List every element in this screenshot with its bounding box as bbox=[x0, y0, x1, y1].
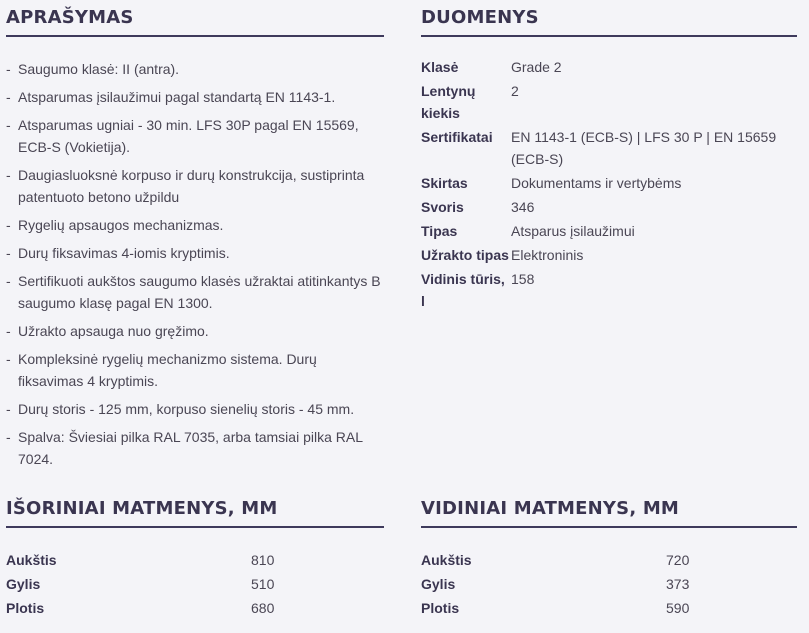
list-item-text: Atsparumas įsilaužimui pagal standartą EN 1143-1. bbox=[18, 89, 336, 105]
dim-key: Aukštis bbox=[6, 552, 57, 568]
list-item: - Spalva: Šviesiai pilka RAL 7035, arba tamsiai pilka RAL 7024. bbox=[6, 429, 363, 467]
list-item: - Rygelių apsaugos mechanizmas. bbox=[6, 217, 224, 233]
list-item: - Kompleksinė rygelių mechanizmo sistema. Durų fiksavimas 4 kryptimis. bbox=[6, 351, 317, 389]
dim-key: Gylis bbox=[421, 576, 456, 592]
spec-key: Lentynų kiekis bbox=[421, 83, 476, 121]
spec-key: Svoris bbox=[421, 199, 464, 215]
spec-value: 2 bbox=[511, 83, 519, 99]
description-title: APRAŠYMAS bbox=[6, 7, 134, 28]
dim-value: 720 bbox=[666, 552, 690, 568]
list-item: - Sertifikuoti aukštos saugumo klasės užraktai atitinkantys B saugumo klasę pagal EN 1300. bbox=[6, 273, 381, 311]
list-item: - Atsparumas įsilaužimui pagal standartą EN 1143-1. bbox=[6, 89, 336, 105]
outer-dimensions-divider bbox=[6, 526, 384, 528]
inner-dimensions-section bbox=[421, 497, 797, 620]
dim-value: 510 bbox=[251, 576, 275, 592]
table-row bbox=[6, 596, 384, 620]
list-item: - Atsparumas ugniai - 30 min. LFS 30P pagal EN 15569, ECB-S (Vokietija). bbox=[6, 117, 359, 155]
dim-key: Plotis bbox=[6, 600, 45, 616]
table-row bbox=[6, 548, 384, 572]
dim-value: 680 bbox=[251, 600, 275, 616]
dim-key: Plotis bbox=[421, 600, 460, 616]
table-row bbox=[421, 572, 797, 596]
table-row bbox=[421, 80, 797, 124]
spec-key: Tipas bbox=[421, 223, 458, 239]
spec-key: Skirtas bbox=[421, 175, 468, 191]
dim-value: 373 bbox=[666, 576, 690, 592]
specs-title: DUOMENYS bbox=[421, 7, 539, 28]
spec-value: 346 bbox=[511, 199, 535, 215]
list-item-text: Užrakto apsauga nuo gręžimo. bbox=[18, 323, 209, 339]
table-row bbox=[421, 172, 797, 194]
description-list bbox=[6, 58, 384, 470]
list-item: - Durų storis - 125 mm, korpuso sienelių storis - 45 mm. bbox=[6, 401, 355, 417]
dim-value: 810 bbox=[251, 552, 275, 568]
dim-value: 590 bbox=[666, 600, 690, 616]
list-item-text: Daugiasluoksnė korpuso ir durų konstrukcija, sustiprinta patentuoto betono užpildu bbox=[18, 167, 365, 205]
outer-dimensions-table bbox=[6, 548, 384, 620]
list-item: - Užrakto apsauga nuo gręžimo. bbox=[6, 323, 209, 339]
table-row bbox=[6, 572, 384, 596]
table-row bbox=[421, 56, 797, 78]
inner-dimensions-table bbox=[421, 548, 797, 620]
table-row bbox=[421, 126, 797, 170]
table-row bbox=[421, 548, 797, 572]
table-row bbox=[421, 596, 797, 620]
outer-dimensions-section bbox=[6, 497, 384, 620]
spec-value: Elektroninis bbox=[511, 247, 584, 263]
spec-value: EN 1143-1 (ECB-S) | LFS 30 P | EN 15659 (ECB-S) bbox=[511, 129, 777, 167]
spec-value: Grade 2 bbox=[511, 59, 562, 75]
list-item-text: Kompleksinė rygelių mechanizmo sistema. Durų fiksavimas 4 kryptimis. bbox=[18, 351, 317, 389]
list-item-text: Sertifikuoti aukštos saugumo klasės užraktai atitinkantys B saugumo klasę pagal EN 1300. bbox=[18, 273, 381, 311]
outer-dimensions-title: IŠORINIAI MATMENYS, MM bbox=[6, 498, 278, 519]
inner-dimensions-divider bbox=[421, 526, 797, 528]
list-item-text: Durų fiksavimas 4-iomis kryptimis. bbox=[18, 245, 230, 261]
list-item: - Durų fiksavimas 4-iomis kryptimis. bbox=[6, 245, 230, 261]
list-item-text: Saugumo klasė: II (antra). bbox=[18, 61, 180, 77]
list-item-text: Rygelių apsaugos mechanizmas. bbox=[18, 217, 224, 233]
table-row bbox=[421, 268, 797, 312]
spec-key: Užrakto tipas bbox=[421, 247, 509, 263]
specs-section bbox=[421, 6, 797, 314]
list-item-text: Atsparumas ugniai - 30 min. LFS 30P pagal EN 15569, ECB-S (Vokietija). bbox=[18, 117, 359, 155]
table-row bbox=[421, 244, 797, 266]
description-section bbox=[6, 6, 384, 476]
spec-key: Klasė bbox=[421, 59, 459, 75]
list-item: - Saugumo klasė: II (antra). bbox=[6, 61, 180, 77]
spec-key: Sertifikatai bbox=[421, 129, 493, 145]
spec-value: 158 bbox=[511, 271, 535, 287]
dim-key: Aukštis bbox=[421, 552, 472, 568]
table-row bbox=[421, 196, 797, 218]
spec-value: Atsparus įsilaužimui bbox=[511, 223, 635, 239]
spec-value: Dokumentams ir vertybėms bbox=[511, 175, 682, 191]
list-item-text: Durų storis - 125 mm, korpuso sienelių storis - 45 mm. bbox=[18, 401, 355, 417]
dim-key: Gylis bbox=[6, 576, 41, 592]
list-item-text: Spalva: Šviesiai pilka RAL 7035, arba tamsiai pilka RAL 7024. bbox=[18, 429, 363, 467]
list-item: - Daugiasluoksnė korpuso ir durų konstrukcija, sustiprinta patentuoto betono užpildu bbox=[6, 167, 365, 205]
spec-key: Vidinis tūris, l bbox=[421, 271, 505, 309]
table-row bbox=[421, 220, 797, 242]
specs-table bbox=[421, 56, 797, 312]
inner-dimensions-title: VIDINIAI MATMENYS, MM bbox=[421, 498, 680, 519]
description-divider bbox=[6, 35, 384, 37]
specs-divider bbox=[421, 35, 797, 37]
